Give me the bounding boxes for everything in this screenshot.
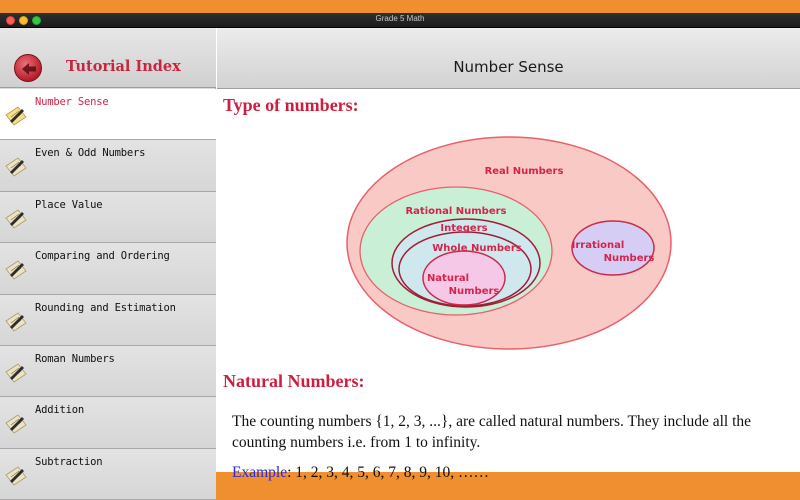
topic-label: Comparing and Ordering — [35, 250, 170, 263]
pencil-paper-icon — [4, 103, 28, 127]
pencil-paper-icon — [4, 257, 28, 281]
topic-label: Rounding and Estimation — [35, 301, 176, 314]
main-header — [217, 28, 800, 89]
pencil-paper-icon — [4, 463, 28, 487]
number-types-venn-diagram — [344, 135, 674, 355]
topic-label: Subtraction — [35, 455, 103, 468]
topic-rounding-estimation[interactable] — [0, 295, 216, 346]
sidebar-title: Tutorial Index — [66, 58, 181, 75]
natural-numbers-description: The counting numbers {1, 2, 3, ...}, are called natural numbers. They include all the counting numbers i.e. from 1 to infinity. — [232, 413, 752, 451]
rational-numbers-label: Rational Numbers — [405, 206, 507, 217]
page-title: Number Sense — [453, 58, 564, 76]
pencil-paper-icon — [4, 206, 28, 230]
pencil-paper-icon — [4, 360, 28, 384]
pencil-paper-icon — [4, 309, 28, 333]
example-line — [232, 464, 489, 482]
app-window — [0, 13, 800, 481]
pencil-paper-icon — [4, 411, 28, 435]
topic-label: Place Value — [35, 198, 103, 211]
real-numbers-label: Real Numbers — [484, 166, 564, 177]
topic-even-odd-numbers[interactable] — [0, 140, 216, 191]
topic-place-value[interactable] — [0, 192, 216, 243]
back-arrow-icon — [21, 62, 37, 76]
topic-subtraction[interactable] — [0, 449, 216, 500]
topic-roman-numbers[interactable] — [0, 346, 216, 397]
example-values: : 1, 2, 3, 4, 5, 6, 7, 8, 9, 10, …… — [287, 464, 490, 481]
topic-label: Roman Numbers — [35, 352, 115, 365]
back-button[interactable] — [14, 54, 42, 82]
irrational-numbers-label-line1: Irrational — [571, 240, 625, 251]
topic-list — [0, 89, 216, 500]
natural-numbers-label-line1: Natural — [426, 273, 470, 284]
title-bar — [0, 13, 800, 28]
whole-numbers-label: Whole Numbers — [432, 243, 522, 254]
topic-addition[interactable] — [0, 397, 216, 448]
irrational-numbers-label-line2: Numbers — [603, 253, 655, 264]
example-label: Example — [232, 464, 288, 481]
topic-label: Even & Odd Numbers — [35, 147, 146, 160]
main-panel — [217, 28, 800, 481]
integers-label: Integers — [440, 223, 488, 234]
sidebar-header — [0, 28, 216, 88]
window-title: Grade 5 Math — [375, 14, 425, 23]
natural-numbers-label-line2: Numbers — [448, 286, 500, 297]
pencil-paper-icon — [4, 154, 28, 178]
sidebar — [0, 28, 216, 472]
topic-comparing-ordering[interactable] — [0, 243, 216, 294]
topic-label: Number Sense — [35, 96, 109, 108]
section-heading-types: Type of numbers: — [223, 95, 359, 115]
content-area — [217, 90, 800, 481]
topic-number-sense[interactable] — [0, 89, 216, 140]
section-heading-natural: Natural Numbers: — [223, 371, 365, 391]
topic-label: Addition — [35, 404, 84, 417]
